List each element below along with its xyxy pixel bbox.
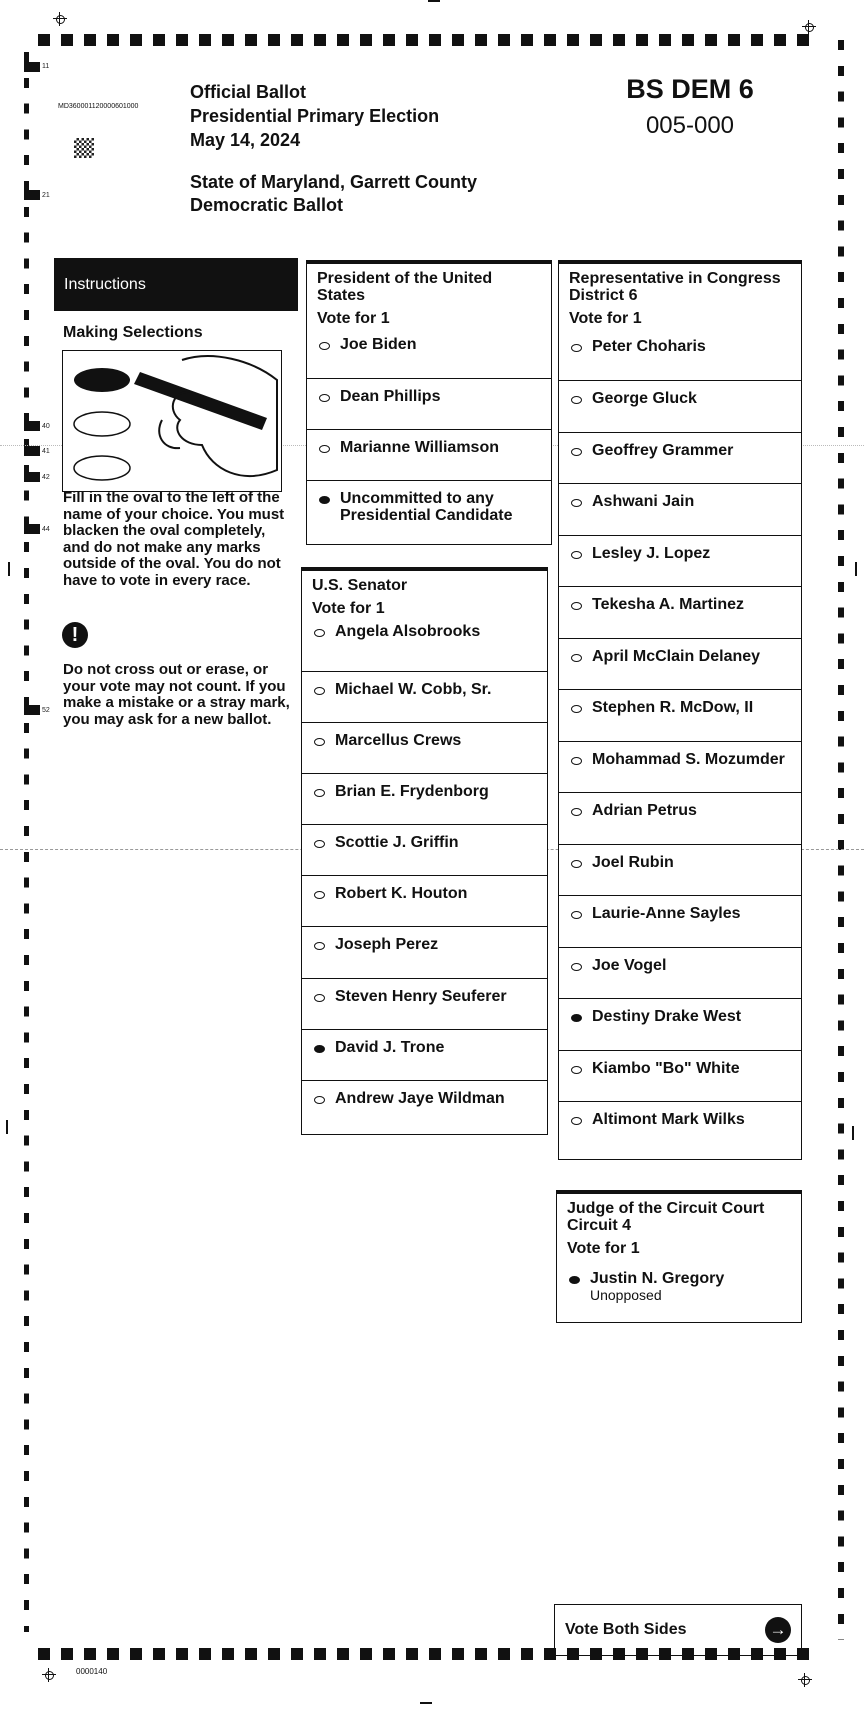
side-index-number: 42 (42, 474, 50, 481)
ballot-oval[interactable] (571, 1066, 582, 1074)
ballot-oval[interactable] (571, 705, 582, 713)
fill-instructions: Fill in the oval to the left of the name of your choice. You must blacken the oval completely, and do not make any marks outside of the oval. You do not have to vote in every race. (63, 489, 285, 589)
candidate-option[interactable] (302, 926, 547, 978)
candidate-name: George Gluck (592, 390, 697, 407)
candidate-name: Marcellus Crews (335, 732, 462, 749)
ballot-oval[interactable] (314, 840, 325, 848)
precinct-code: 005-000 (645, 112, 735, 139)
ballot-oval[interactable] (571, 963, 582, 971)
edge-tick (8, 562, 10, 576)
candidate-option[interactable] (559, 535, 801, 586)
arrow-right-icon: → (765, 1617, 791, 1643)
candidate-name: Kiambo "Bo" White (592, 1060, 740, 1077)
candidate-name: Geoffrey Grammer (592, 442, 734, 459)
vote-for-label: Vote for 1 (567, 1240, 640, 1257)
candidate-name: Angela Alsobrooks (335, 623, 481, 640)
timing-marks-top (38, 34, 810, 46)
registration-crosshair-icon (798, 1673, 812, 1687)
candidate-option[interactable] (557, 1266, 801, 1322)
ballot-oval[interactable] (314, 994, 325, 1002)
ballot-oval-marked[interactable] (569, 1276, 580, 1284)
ballot-subtitle: State of Maryland, Garrett County Democratic Ballot (190, 172, 478, 215)
side-index-mark (24, 524, 40, 534)
contest-header (307, 264, 551, 334)
side-index-mark (24, 62, 40, 72)
candidate-name: Dean Phillips (340, 388, 441, 405)
contest-title: Representative in Congress District 6 (569, 270, 781, 304)
barcode-icon (74, 138, 94, 158)
candidate-name: Joel Rubin (592, 854, 674, 871)
candidate-option[interactable] (307, 480, 551, 535)
registration-crosshair-icon (53, 12, 67, 26)
candidate-name: Joseph Perez (335, 936, 439, 953)
ballot-title: Official Ballot Presidential Primary Election May 14, 2024 (190, 82, 440, 150)
candidate-option[interactable] (307, 334, 551, 378)
ballot-oval[interactable] (319, 342, 330, 350)
contest-judge-circuit-court (556, 1190, 802, 1323)
candidate-option[interactable] (559, 998, 801, 1050)
candidate-option[interactable] (559, 947, 801, 998)
contest-header (559, 264, 801, 336)
candidate-name: Mohammad S. Mozumder (592, 751, 785, 768)
ballot-oval-marked[interactable] (314, 1045, 325, 1053)
candidate-name: Ashwani Jain (592, 493, 695, 510)
candidate-name: Steven Henry Seuferer (335, 988, 507, 1005)
candidate-option[interactable] (559, 1101, 801, 1153)
warning-icon: ! (62, 622, 88, 648)
contest-title: U.S. Senator (312, 577, 408, 594)
contest-title: Judge of the Circuit Court Circuit 4 (567, 1200, 765, 1234)
candidate-option[interactable] (302, 773, 547, 824)
candidate-name: Destiny Drake West (592, 1008, 742, 1025)
registration-crosshair-icon (42, 1668, 56, 1682)
candidate-name: David J. Trone (335, 1039, 445, 1056)
candidate-name: Lesley J. Lopez (592, 545, 711, 562)
candidate-option[interactable] (559, 689, 801, 741)
ballot-footer-code: 0000140 (76, 1667, 108, 1676)
ballot-style-code: BS DEM 6 (626, 74, 754, 104)
instructions-heading: Instructions (54, 258, 298, 311)
candidate-option[interactable] (302, 978, 547, 1029)
candidate-name: Andrew Jaye Wildman (335, 1090, 505, 1107)
ballot-id: MD360001120000601000 (58, 103, 139, 110)
edge-tick (6, 1120, 8, 1134)
side-index-mark (24, 446, 40, 456)
side-index-number: 21 (42, 192, 50, 199)
candidate-name: Scottie J. Griffin (335, 834, 459, 851)
ballot-oval[interactable] (571, 1117, 582, 1125)
candidate-name: Joe Biden (340, 336, 417, 353)
candidate-option[interactable] (559, 483, 801, 535)
vote-both-sides-box (554, 1604, 802, 1656)
registration-crosshair-icon (802, 20, 816, 34)
ballot-oval[interactable] (571, 757, 582, 765)
candidate-name: Altimont Mark Wilks (592, 1111, 745, 1128)
ballot-oval[interactable] (571, 551, 582, 559)
ballot-oval[interactable] (314, 629, 325, 637)
ballot-oval[interactable] (314, 738, 325, 746)
ballot-oval[interactable] (571, 860, 582, 868)
side-index-number: 11 (42, 63, 50, 70)
ballot-oval[interactable] (319, 394, 330, 402)
candidate-option[interactable] (307, 378, 551, 429)
candidate-option[interactable] (559, 638, 801, 689)
ballot-oval[interactable] (314, 1096, 325, 1104)
ballot-oval[interactable] (314, 789, 325, 797)
edge-tick (852, 1126, 854, 1140)
contest-title: President of the United States (317, 270, 493, 304)
ballot-oval[interactable] (319, 445, 330, 453)
ballot-oval[interactable] (571, 808, 582, 816)
warning-instructions: Do not cross out or erase, or your vote may not count. If you make a mistake or a stray mark, you may ask for a new ballot. (63, 661, 290, 728)
ballot-oval[interactable] (571, 911, 582, 919)
candidate-option[interactable] (559, 895, 801, 947)
candidate-name: Brian E. Frydenborg (335, 783, 489, 800)
side-index-mark (24, 190, 40, 200)
contest-president (306, 260, 552, 545)
candidate-name: Justin N. Gregory Unopposed (590, 1270, 725, 1303)
candidate-option[interactable] (559, 1050, 801, 1101)
candidate-option[interactable] (302, 1080, 547, 1131)
edge-tick (855, 562, 857, 576)
candidate-name: Uncommitted to any Presidential Candidate (340, 490, 513, 524)
side-index-mark (24, 472, 40, 482)
candidate-option[interactable] (302, 671, 547, 722)
candidate-name: Peter Choharis (592, 338, 706, 355)
ballot-oval-marked[interactable] (319, 496, 330, 504)
candidate-option[interactable] (559, 792, 801, 844)
side-index-number: 52 (42, 707, 50, 714)
candidate-option[interactable] (559, 336, 801, 380)
unopposed-label: Unopposed (590, 1287, 662, 1303)
candidate-option[interactable] (302, 875, 547, 926)
vote-both-sides-label: Vote Both Sides (565, 1621, 687, 1638)
candidate-option[interactable] (302, 621, 547, 671)
candidate-option[interactable] (307, 429, 551, 480)
side-index-mark (24, 421, 40, 431)
timing-marks-left (24, 52, 29, 1632)
making-selections-heading: Making Selections (63, 324, 203, 341)
candidate-name: Adrian Petrus (592, 802, 697, 819)
candidate-name: Robert K. Houton (335, 885, 468, 902)
candidate-option[interactable] (559, 432, 801, 483)
candidate-option[interactable] (559, 586, 801, 638)
candidate-option[interactable] (302, 1029, 547, 1080)
vote-for-label: Vote for 1 (312, 600, 385, 617)
contest-congress-district-6 (558, 260, 802, 1160)
contest-us-senator (301, 567, 548, 1135)
candidate-name: Michael W. Cobb, Sr. (335, 681, 492, 698)
contest-header (557, 1194, 801, 1266)
ballot-oval[interactable] (314, 942, 325, 950)
edge-dash (428, 0, 440, 2)
ballot-oval[interactable] (571, 344, 582, 352)
candidate-option[interactable] (302, 722, 547, 773)
candidate-option[interactable] (559, 380, 801, 432)
vote-for-label: Vote for 1 (317, 310, 390, 327)
contest-header (302, 571, 547, 621)
side-index-number: 41 (42, 448, 50, 455)
timing-marks-right (838, 40, 844, 1640)
ballot-oval[interactable] (314, 891, 325, 899)
candidate-name: Tekesha A. Martinez (592, 596, 745, 613)
candidate-option[interactable] (559, 844, 801, 895)
candidate-option[interactable] (559, 741, 801, 792)
vote-for-label: Vote for 1 (569, 310, 642, 327)
ballot-oval[interactable] (314, 687, 325, 695)
candidate-name: Joe Vogel (592, 957, 667, 974)
side-index-mark (24, 705, 40, 715)
candidate-option[interactable] (302, 824, 547, 875)
side-index-number: 40 (42, 423, 50, 430)
candidate-name: April McClain Delaney (592, 648, 761, 665)
candidate-name: Marianne Williamson (340, 439, 499, 456)
ballot-oval[interactable] (571, 396, 582, 404)
ballot-oval[interactable] (571, 499, 582, 507)
candidate-name: Laurie-Anne Sayles (592, 905, 741, 922)
ballot-oval-marked[interactable] (571, 1014, 582, 1022)
ballot-oval[interactable] (571, 654, 582, 662)
ballot-oval[interactable] (571, 602, 582, 610)
ballot-oval[interactable] (571, 448, 582, 456)
side-index-number: 44 (42, 526, 50, 533)
edge-dash (420, 1702, 432, 1704)
candidate-name: Stephen R. McDow, II (592, 699, 754, 716)
marking-illustration-icon (62, 350, 282, 492)
